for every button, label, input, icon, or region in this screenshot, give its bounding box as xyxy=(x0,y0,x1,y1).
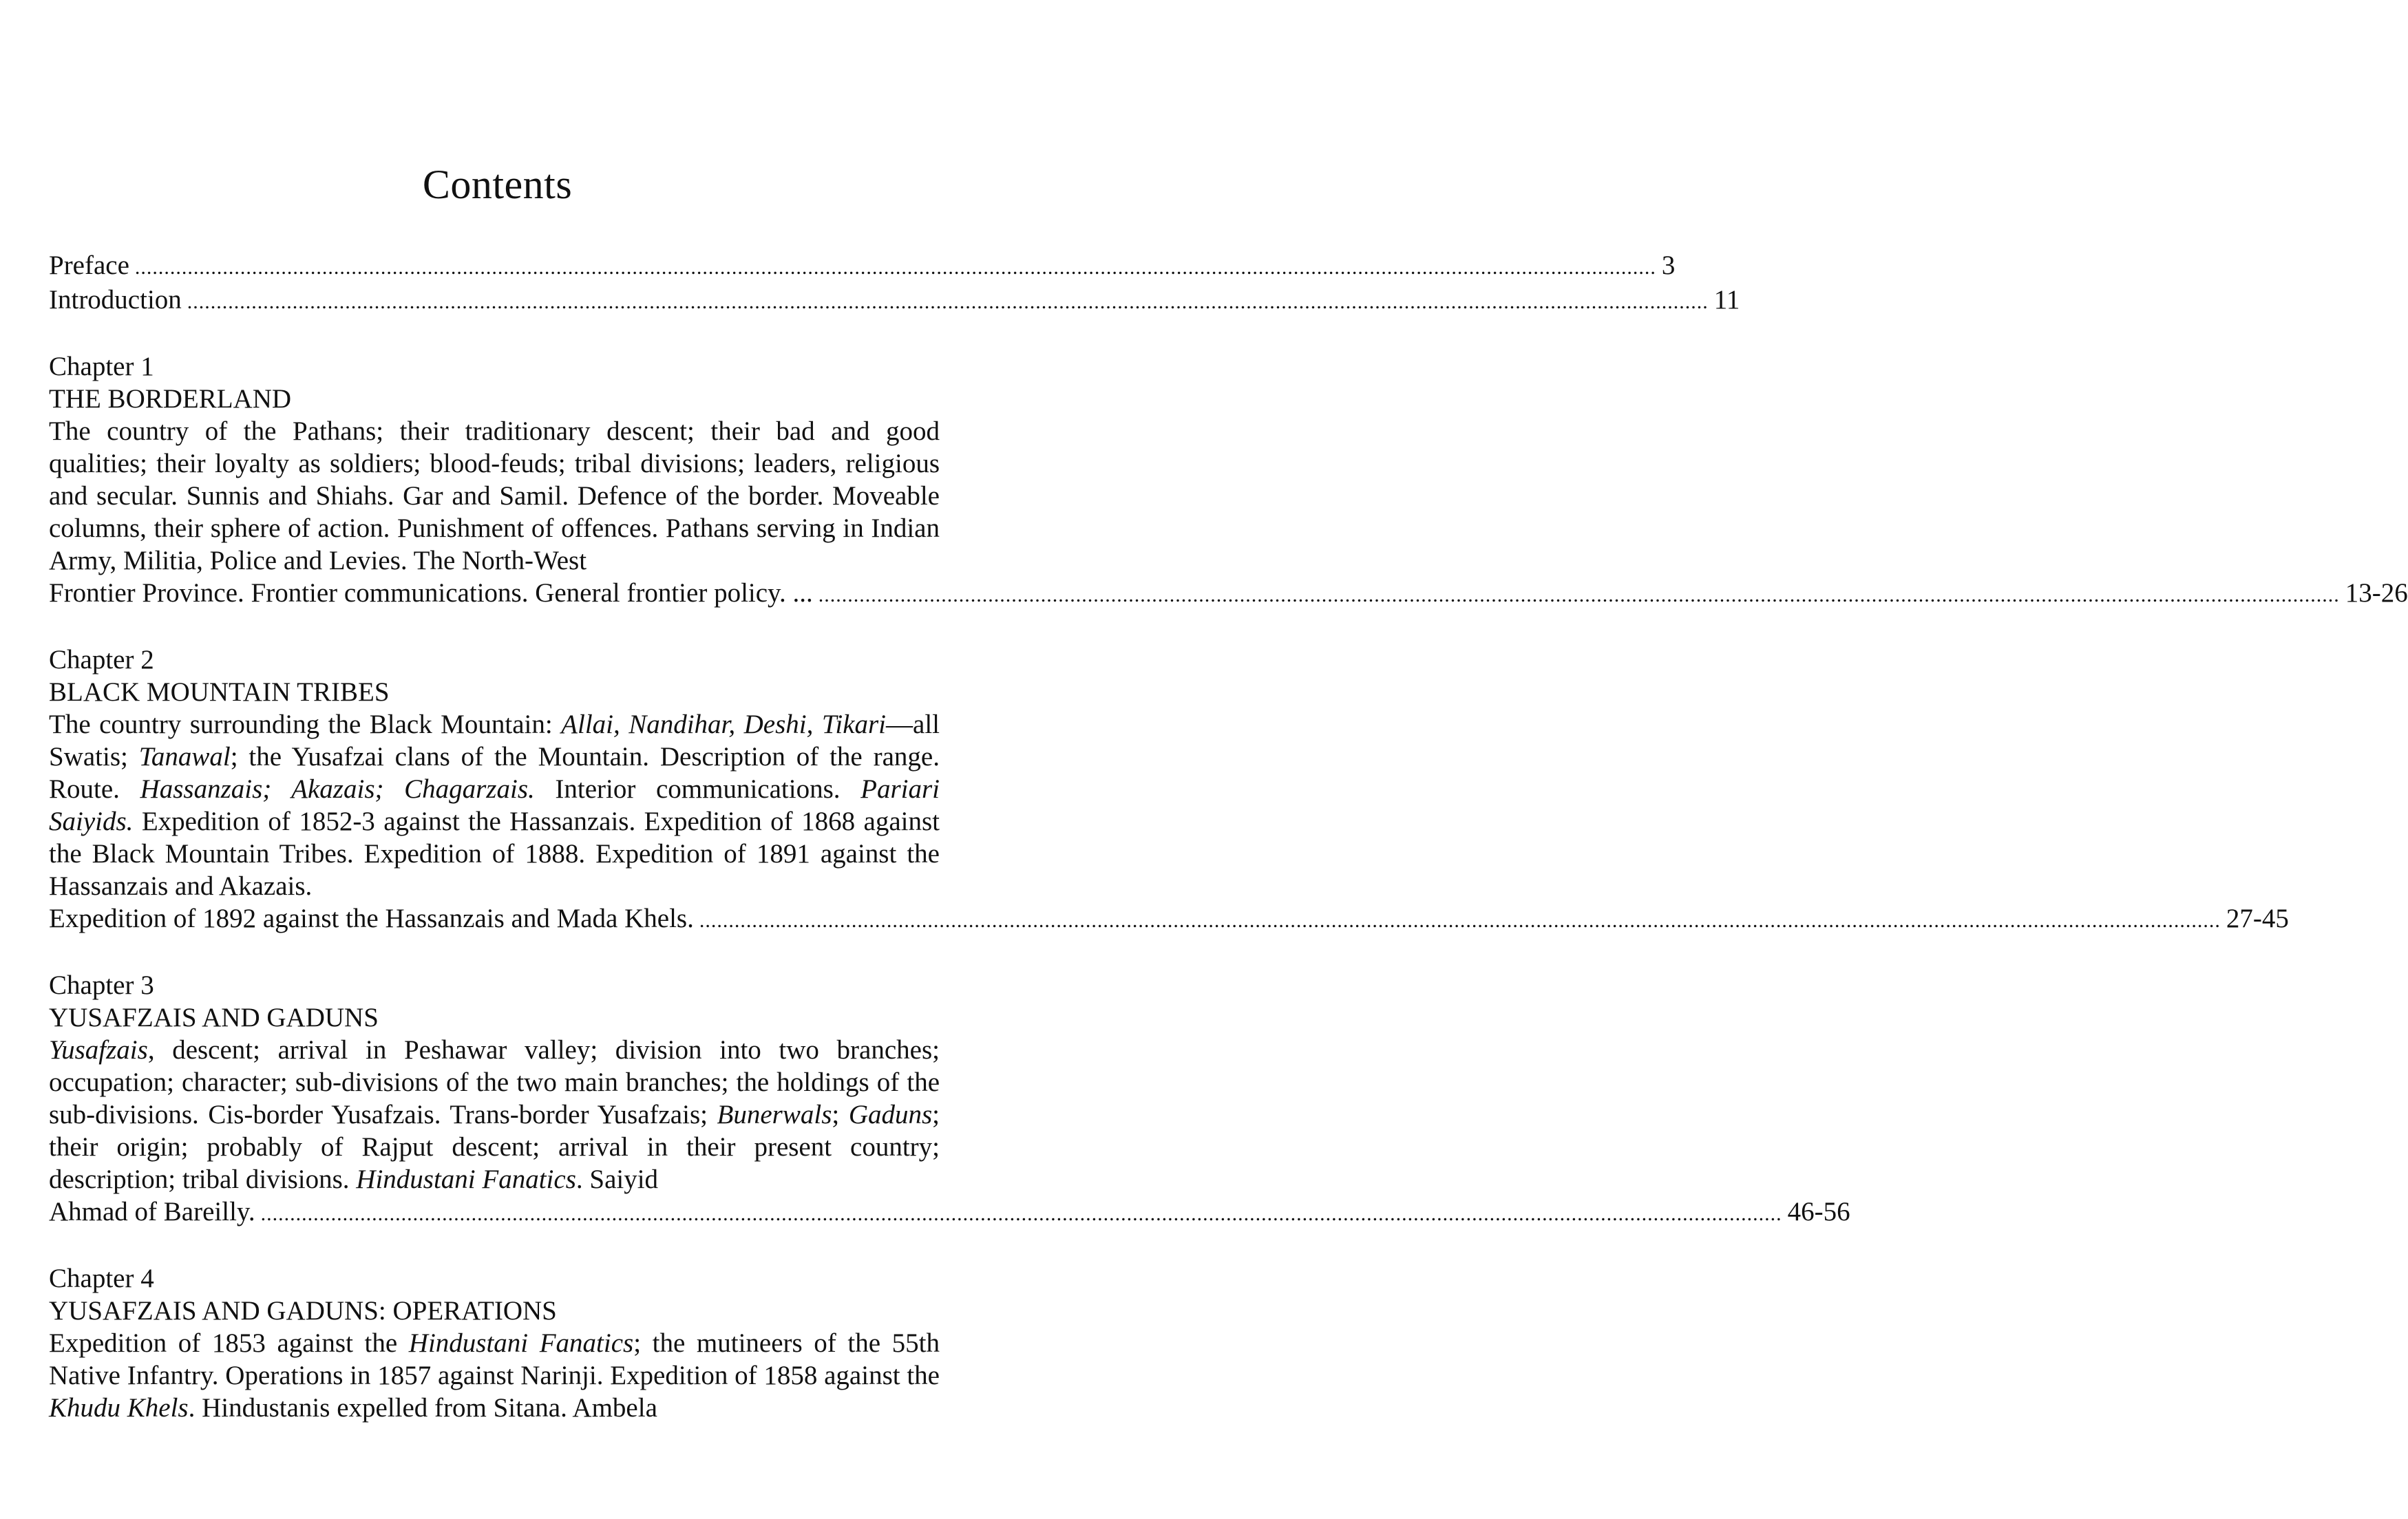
italic-term: Khudu Khels xyxy=(49,1393,189,1423)
chapter-4 xyxy=(49,1262,940,1424)
chapter-number: Chapter 3 xyxy=(49,970,154,1000)
text-run: . Hindustanis expelled from Sitana. Ambela xyxy=(188,1393,657,1423)
text-run: —all Swatis; xyxy=(49,710,940,772)
final-line-text: Expedition of 1892 against the Hassanzais and Mada Khels. xyxy=(49,904,694,933)
leader-dots: .................................................................................................................................................................................................................................................................... xyxy=(699,909,2221,932)
text-run: ; their origin; probably of Rajput descent; arrival in their present country; description; tribal divisions. xyxy=(49,1100,940,1194)
entry-page: 11 xyxy=(1713,285,1740,315)
chapter-title: YUSAFZAIS AND GADUNS: OPERATIONS xyxy=(49,1296,557,1326)
leader-dots: .................................................................................................................................................................................................................................................................... xyxy=(187,290,1709,313)
italic-term: Tanawal xyxy=(138,742,231,772)
chapter-pages: 13-26 xyxy=(2345,578,2408,608)
chapter-3 xyxy=(49,969,1850,1230)
text-run: Interior communications. xyxy=(534,774,861,804)
entry-label: Preface xyxy=(49,251,129,280)
text-run: The country surrounding the Black Mountain: xyxy=(49,710,562,739)
chapter-final-line xyxy=(49,902,2289,937)
chapter-pages: 27-45 xyxy=(2226,904,2289,933)
front-matter-list xyxy=(49,249,1740,318)
final-line-text: Ahmad of Bareilly. xyxy=(49,1197,255,1226)
text-run: The country of the Pathans; their traditionary descent; their bad and good qualities; their loyalty as soldiers; blood-feuds; tribal divisions; leaders, religious and secular. Sunnis and Shiahs. Gar and Samil. Defence of the border. Moveable columns, their sphere of action. Punishment of offences. Pathans serving in Indian Army, Militia, Police and Levies. The North-West xyxy=(49,416,940,575)
chapter-title: THE BORDERLAND xyxy=(49,384,292,414)
italic-term: Hindustani Fanatics xyxy=(356,1165,576,1194)
chapter-pages: 46-56 xyxy=(1787,1197,1850,1226)
chapter-description xyxy=(49,1327,940,1424)
italic-term: Pariari Saiyids. xyxy=(49,774,940,836)
text-run: Expedition of 1852-3 against the Hassanzais. Expedition of 1868 against the Black Mountain Tribes. Expedition of 1888. Expedition of 1891 against the Hassanzais and Akazais. xyxy=(49,807,940,901)
chapter-description xyxy=(49,1034,940,1196)
text-run: , descent; arrival in Peshawar valley; division into two branches; occupation; character; sub-divisions of the two main branches; the holdings of the sub-divisions. Cis-border Yusafzais. Trans-border Yusafzais; xyxy=(49,1035,940,1129)
leader-dots: .................................................................................................................................................................................................................................................................... xyxy=(134,256,1656,279)
italic-term: Allai, Nandihar, Deshi, Tikari xyxy=(561,710,887,739)
text-run: . Saiyid xyxy=(575,1165,659,1194)
toc-entry-preface xyxy=(49,249,1676,284)
chapter-list xyxy=(49,350,2408,1424)
chapter-number: Chapter 1 xyxy=(49,352,154,381)
text-run: ; the mutineers of the 55th Native Infantry. Operations in 1857 against Narinji. Expedition of 1858 against the xyxy=(49,1328,940,1390)
chapter-number: Chapter 2 xyxy=(49,645,154,674)
italic-term: Bunerwals xyxy=(717,1100,832,1129)
contents-body xyxy=(49,249,2408,1424)
page-title: Contents xyxy=(422,162,573,207)
entry-label: Introduction xyxy=(49,285,182,315)
text-run: ; xyxy=(832,1100,849,1129)
entry-page: 3 xyxy=(1661,251,1676,280)
toc-entry-introduction xyxy=(49,284,1740,318)
italic-term: Hassanzais; Akazais; Chagarzais. xyxy=(140,774,535,804)
italic-term: Gaduns xyxy=(848,1100,933,1129)
chapter-title: BLACK MOUNTAIN TRIBES xyxy=(49,677,390,707)
chapter-description xyxy=(49,415,940,577)
chapter-2 xyxy=(49,644,2289,937)
chapter-1 xyxy=(49,350,2408,611)
chapter-title: YUSAFZAIS AND GADUNS xyxy=(49,1003,379,1032)
chapter-number: Chapter 4 xyxy=(49,1264,154,1293)
chapter-final-line xyxy=(49,1196,1850,1230)
text-run: Expedition of 1853 against the xyxy=(49,1328,409,1358)
chapter-final-line xyxy=(49,577,2408,611)
leader-dots: .................................................................................................................................................................................................................................................................... xyxy=(260,1202,1782,1225)
text-run: ; the Yusafzai clans of the Mountain. Description of the range. Route. xyxy=(49,742,940,804)
italic-term: Hindustani Fanatics xyxy=(408,1328,634,1358)
final-line-text: Frontier Province. Frontier communications. General frontier policy. ... xyxy=(49,578,813,608)
leader-dots: .................................................................................................................................................................................................................................................................... xyxy=(818,584,2340,606)
italic-term: Yusafzais xyxy=(49,1035,148,1065)
chapter-description xyxy=(49,708,940,902)
